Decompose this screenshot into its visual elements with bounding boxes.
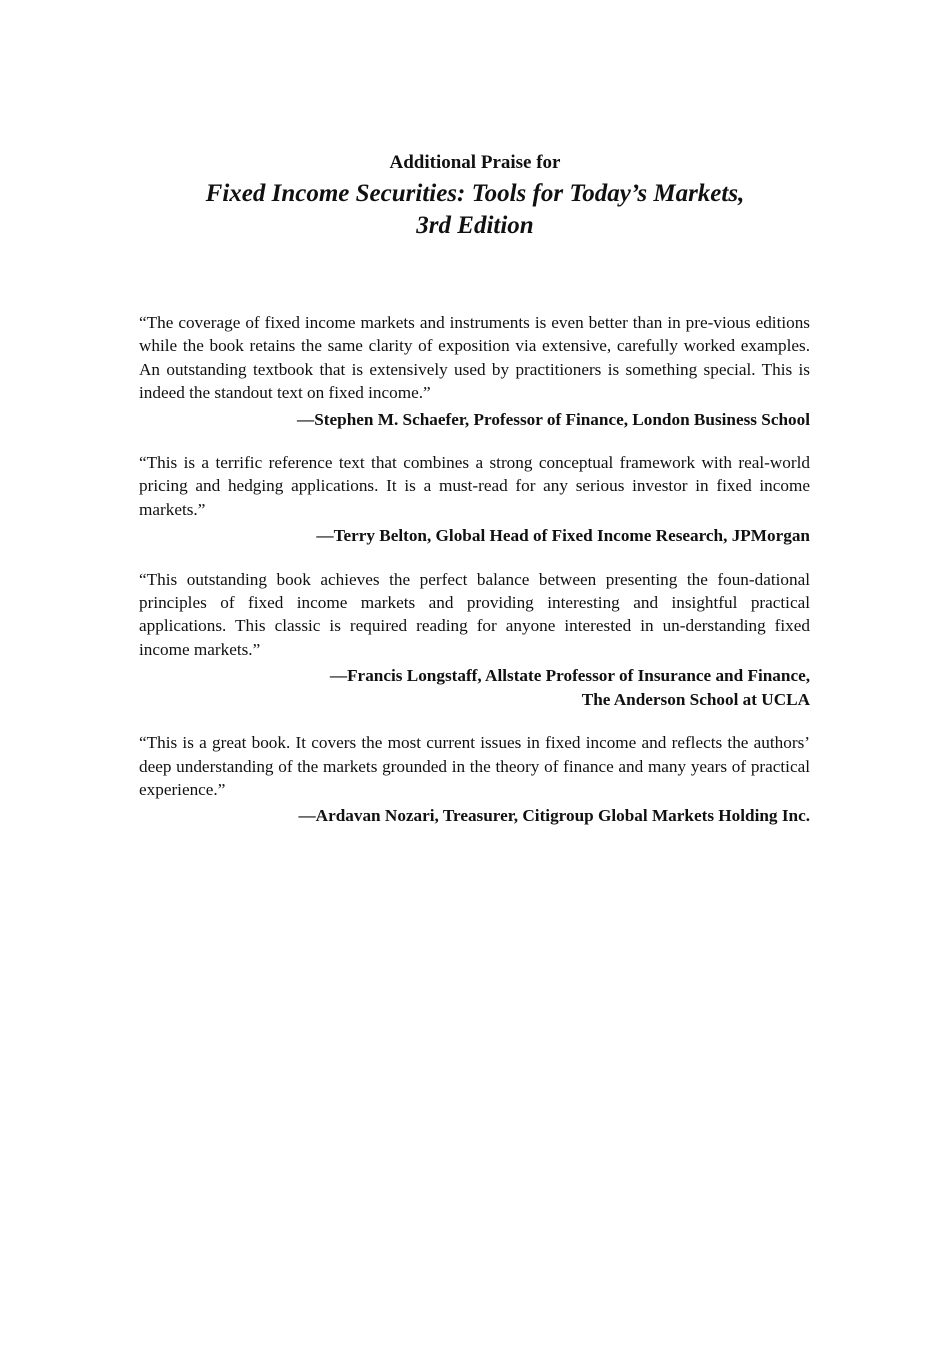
quote-text: “This outstanding book achieves the perfect balance between presenting the foun-dational principles of fixed income markets and providing interesting and insightful practical applications. This classic is required reading for anyone interested in un-derstanding fixed income markets.”	[139, 569, 810, 659]
quote-attribution	[139, 524, 810, 547]
quote-text: “This is a great book. It covers the most current issues in fixed income and reflects the authors’ deep understanding of the markets grounded in the theory of finance and many years of practical experience.”	[139, 733, 810, 799]
praise-quote	[139, 451, 810, 548]
praise-quotes	[139, 311, 810, 848]
quote-attribution	[139, 664, 810, 711]
page-heading	[0, 150, 950, 242]
quote-attribution	[139, 804, 810, 827]
quote-text: “The coverage of fixed income markets and instruments is even better than in pre-vious editions while the book retains the same clarity of exposition via extensive, carefully worked examples. An outstanding textbook that is extensively used by practitioners is something special. This is indeed the standout text on fixed income.”	[139, 313, 810, 403]
attribution-line: The Anderson School at UCLA	[581, 689, 810, 709]
heading-label: Additional Praise for	[389, 152, 561, 173]
attribution-line: —Terry Belton, Global Head of Fixed Income Research, JPMorgan	[316, 526, 810, 546]
attribution-line: —Stephen M. Schaefer, Professor of Finance, London Business School	[297, 409, 810, 429]
praise-quote	[139, 731, 810, 828]
praise-quote	[139, 568, 810, 711]
quote-text: “This is a terrific reference text that combines a strong conceptual framework with real-world pricing and hedging applications. It is a must-read for any serious investor in fixed income markets.”	[139, 453, 810, 519]
book-title-line-2: 3rd Edition	[416, 212, 534, 239]
attribution-line: —Francis Longstaff, Allstate Professor of Insurance and Finance,	[329, 666, 810, 686]
praise-quote	[139, 311, 810, 431]
book-title-line-1: Fixed Income Securities: Tools for Today’s Markets,	[205, 180, 745, 207]
attribution-line: —Ardavan Nozari, Treasurer, Citigroup Global Markets Holding Inc.	[298, 806, 810, 826]
book-title	[0, 178, 950, 242]
quote-attribution	[139, 408, 810, 431]
